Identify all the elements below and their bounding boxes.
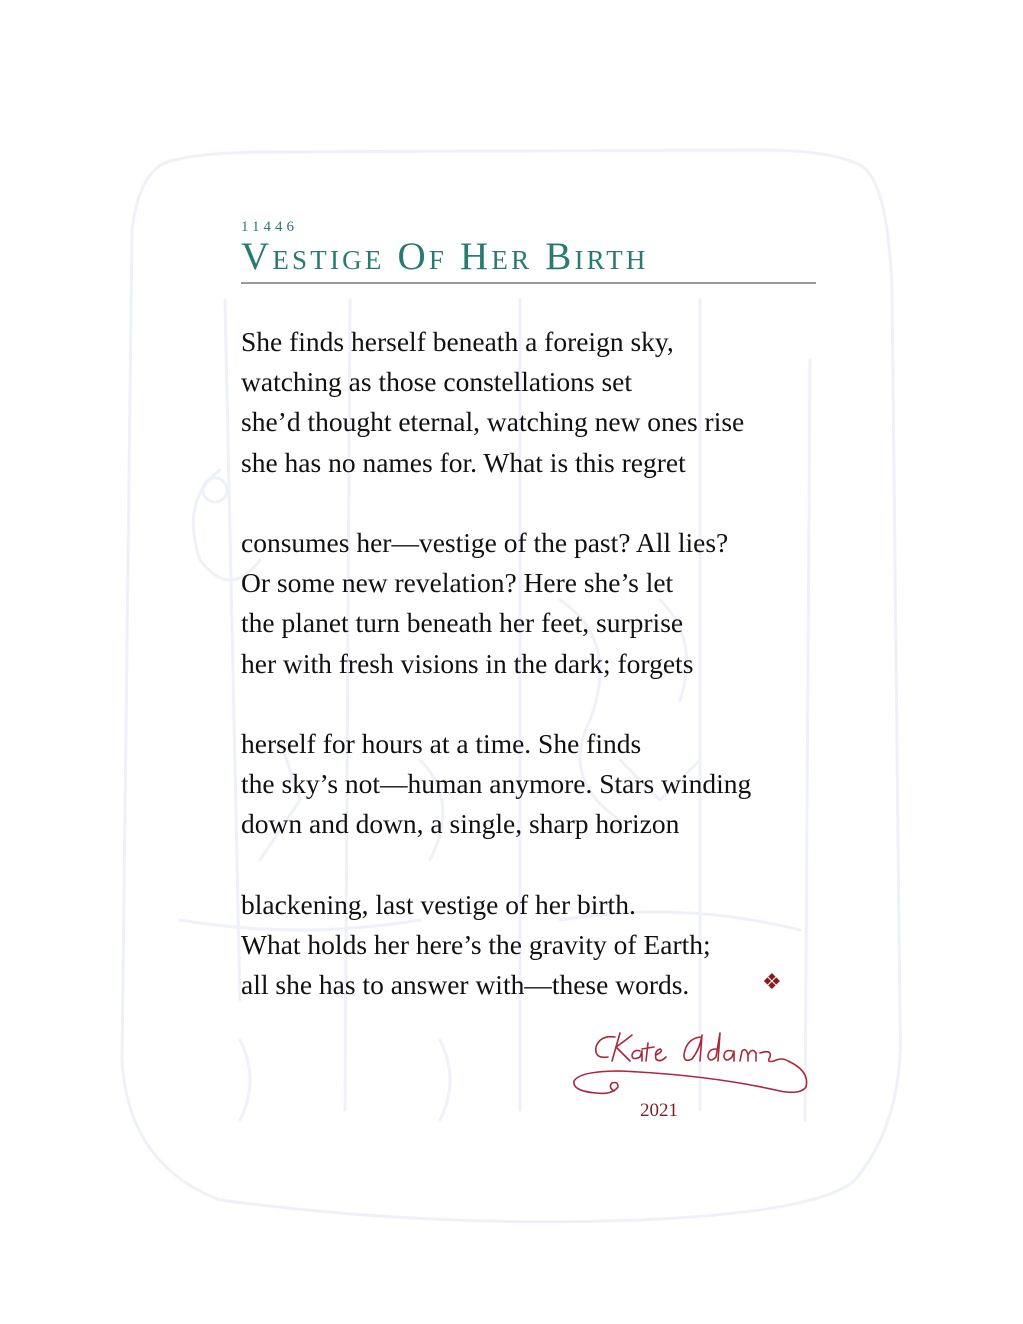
poem-title: Vestige Of Her Birth (241, 235, 649, 278)
poem-line: She finds herself beneath a foreign sky, (241, 326, 674, 357)
poem-line: Or some new revelation? Here she’s let (241, 567, 674, 599)
diamond-ornament-icon: ❖ (762, 970, 782, 995)
poem-body (241, 322, 841, 1046)
stanza-3 (241, 724, 841, 845)
poem-line: down and down, a single, sharp horizon (241, 808, 680, 840)
poem-line: the sky’s not—human anymore. Stars winding (241, 768, 752, 800)
poem-line: all she has to answer with—these words. (241, 969, 690, 1001)
poem-line: she has no names for. What is this regret (241, 446, 686, 478)
poem-line: herself for hours at a time. She finds (241, 728, 642, 759)
poem-line: she’d thought eternal, watching new ones rise (241, 406, 745, 438)
stanza-2 (241, 523, 841, 684)
poem-line: watching as those constellations set (241, 366, 633, 398)
poem-line: her with fresh visions in the dark; forgets (241, 647, 694, 679)
stanza-4 (241, 885, 841, 1006)
signature-icon (560, 1025, 820, 1105)
poem-header (241, 218, 816, 284)
poem-number: 11446 (241, 219, 298, 235)
poem-line: the planet turn beneath her feet, surprise (241, 607, 684, 639)
poem-line: consumes her—vestige of the past? All lies? (241, 527, 729, 558)
stanza-1 (241, 322, 841, 483)
poem-line: blackening, last vestige of her birth. (241, 888, 636, 920)
title-divider (241, 282, 816, 284)
poem-line: What holds her here’s the gravity of Earth; (241, 929, 711, 960)
signature-year: 2021 (640, 1100, 678, 1121)
